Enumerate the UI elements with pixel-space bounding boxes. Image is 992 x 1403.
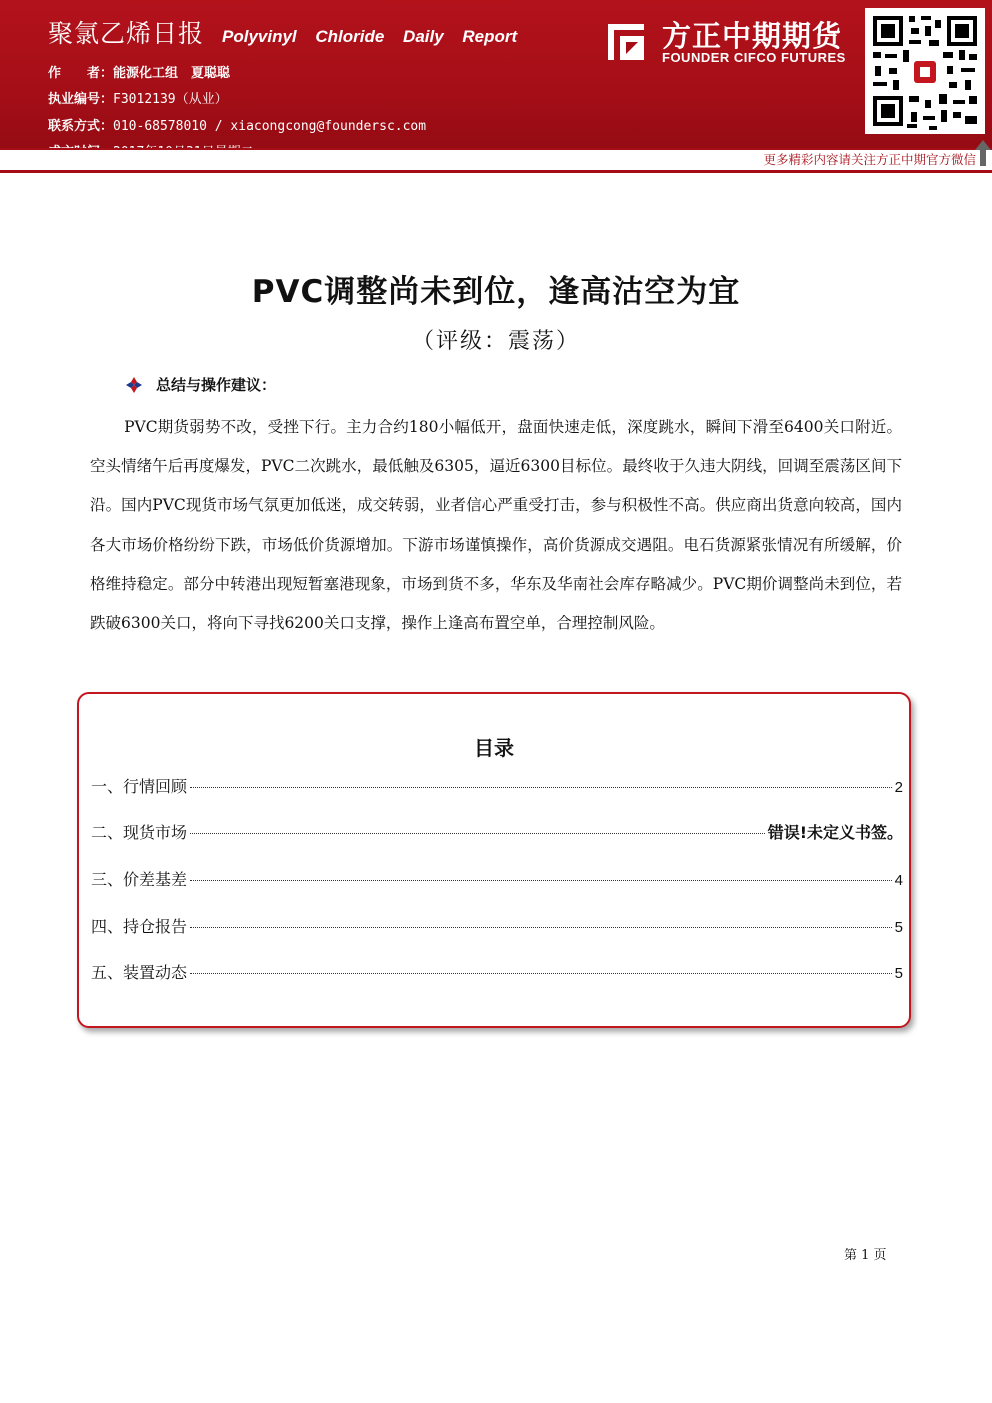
toc-item-market-review[interactable]: [91, 774, 903, 798]
license-row: [48, 88, 228, 107]
report-title: [48, 14, 517, 50]
license-label: 执业编号：: [48, 92, 114, 107]
report-title-en: Polyvinyl Chloride Daily Report: [222, 27, 518, 46]
toc-leader: [190, 833, 765, 834]
toc-item-page: 错误!未定义书签。: [767, 823, 903, 842]
toc-title: 目录: [474, 736, 514, 760]
license-value: F3012139（从业）: [113, 92, 228, 107]
toc-leader: [190, 787, 892, 788]
toc-item-plant-dynamics[interactable]: [91, 960, 903, 984]
contact-label: 联系方式：: [48, 119, 114, 134]
report-title-cn: 聚氯乙烯日报: [48, 19, 205, 48]
logo-text-cn: 方正中期期货: [662, 19, 843, 53]
follow-wechat-note: 更多精彩内容请关注方正中期官方微信: [763, 152, 976, 167]
contact-value: 010-68578010 / xiacongcong@foundersc.com: [113, 119, 427, 134]
logo-text-en: FOUNDER CIFCO FUTURES: [662, 50, 846, 65]
toc-leader: [190, 880, 892, 881]
diamond-bullet-icon: [126, 377, 142, 393]
toc-item-page: 5: [894, 919, 903, 936]
founder-logo-icon: [602, 16, 652, 66]
toc-item-label: 一、行情回顾: [91, 777, 188, 796]
table-of-contents: [77, 692, 911, 1028]
author-value: 能源化工组 夏聪聪: [113, 66, 231, 81]
toc-item-label: 三、价差基差: [91, 870, 188, 889]
toc-leader: [190, 973, 892, 974]
founder-logo: [602, 14, 860, 70]
toc-item-label: 五、装置动态: [91, 963, 188, 982]
summary-heading-text: 总结与操作建议：: [156, 376, 277, 394]
summary-heading: [126, 374, 276, 395]
toc-item-label: 四、持仓报告: [91, 917, 188, 936]
author-row: [48, 62, 230, 81]
contact-row: [48, 115, 426, 134]
toc-item-spread-basis[interactable]: [91, 867, 903, 891]
toc-item-page: 4: [894, 872, 903, 889]
arrow-up-icon: [975, 140, 991, 166]
toc-item-spot-market[interactable]: [91, 820, 903, 844]
article-headline: PVC调整尚未到位，逢高沽空为宜: [251, 274, 741, 310]
wechat-qr-code: [865, 8, 985, 134]
header-divider: [0, 170, 992, 173]
toc-item-position-report[interactable]: [91, 914, 903, 938]
page-number: 第 1 页: [844, 1248, 887, 1263]
toc-item-page: 5: [894, 965, 903, 982]
article-rating: （评级：震荡）: [411, 329, 580, 354]
report-header: [0, 0, 992, 170]
toc-item-page: 2: [894, 779, 903, 796]
toc-item-label: 二、现货市场: [91, 823, 188, 842]
summary-paragraph: PVC期货弱势不改，受挫下行。主力合约180小幅低开，盘面快速走低，深度跳水，瞬间下滑至6400关口附近。空头情绪午后再度爆发，PVC二次跳水，最低触及6305，逼近6300目标位。最终收于久违大阴线，回调至震荡区间下沿。国内PVC现货市场气氛更加低迷，成交转弱，业者信心严重受打击，参与积极性不高。供应商出货意向较高，国内各大市场价格纷纷下跌，市场低价货源增加。下游市场谨慎操作，高价货源成交遇阻。电石货源紧张情况有所缓解，价格维持稳定。部分中转港出现短暂塞港现象，市场到货不多，华东及华南社会库存略减少。PVC期价调整尚未到位，若跌破6300关口，将向下寻找6200关口支撑，操作上逢高布置空单，合理控制风险。: [90, 418, 902, 633]
author-label: 作 者：: [48, 66, 114, 81]
toc-leader: [190, 927, 892, 928]
